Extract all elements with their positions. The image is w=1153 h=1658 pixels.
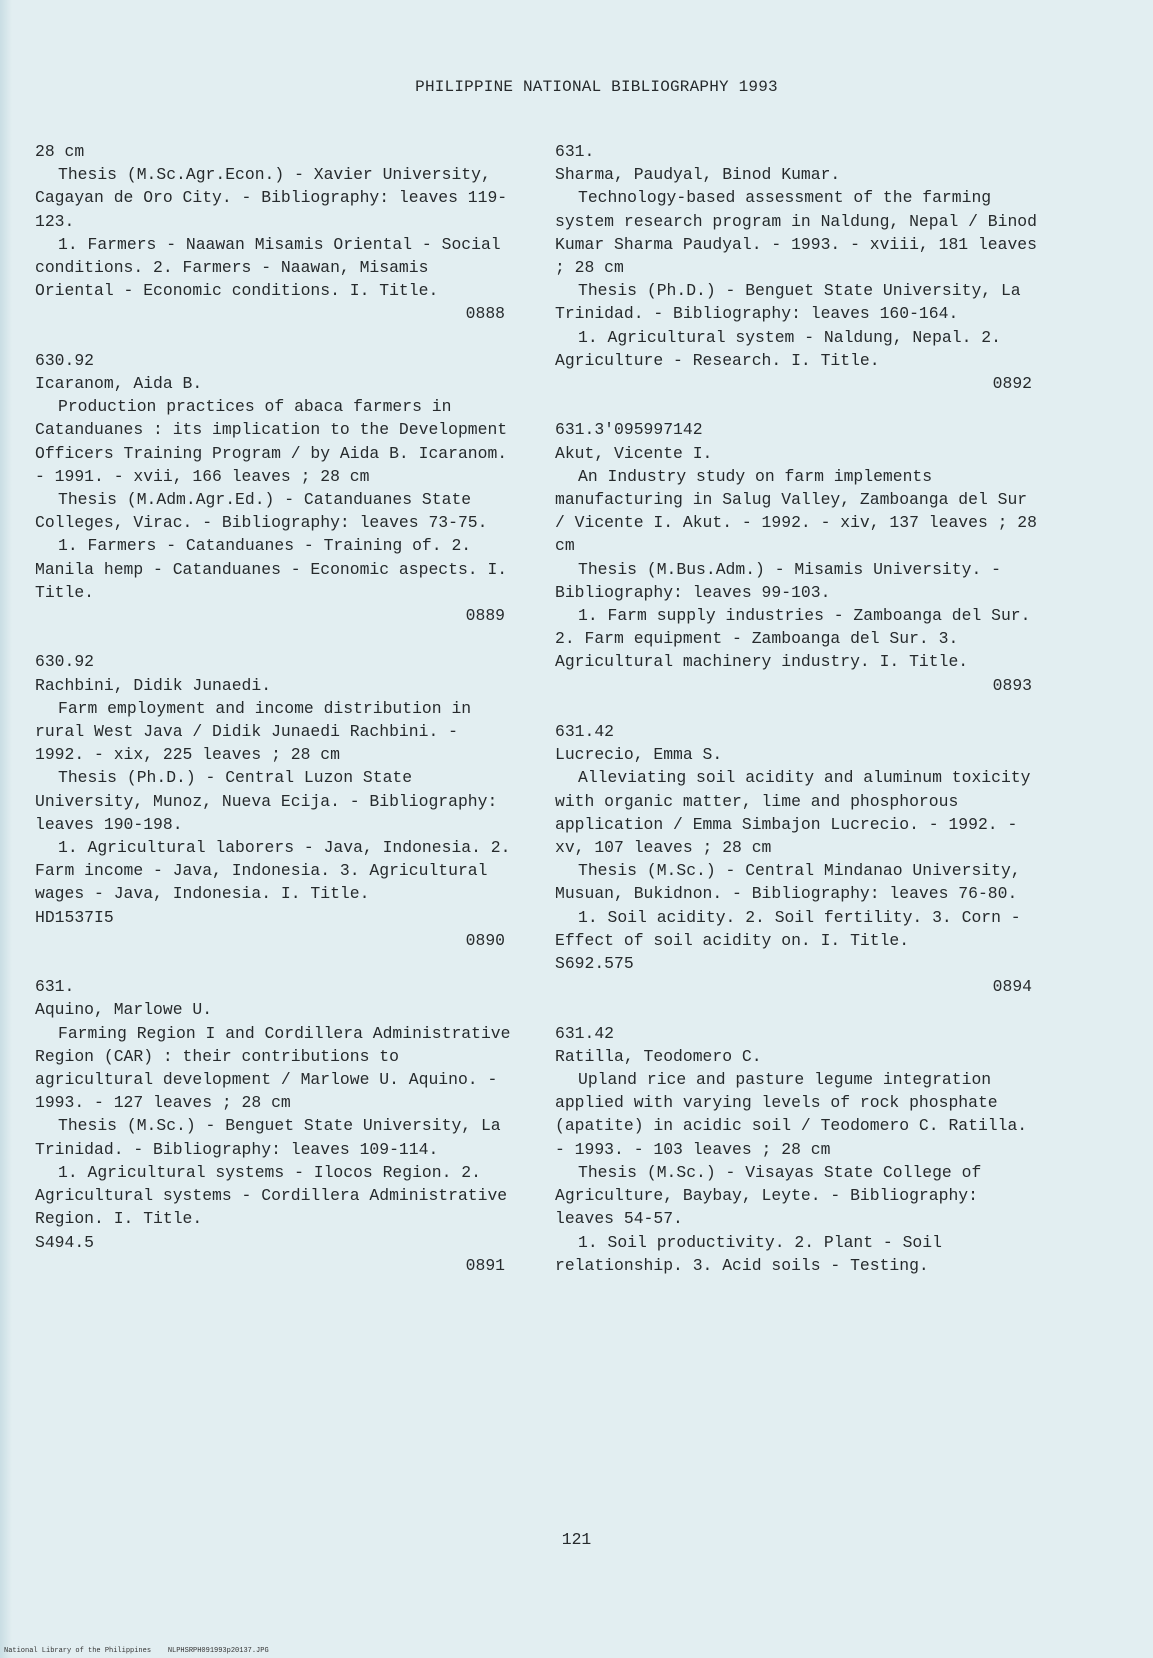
entry-subjects: 1. Soil acidity. 2. Soil fertility. 3. Corn - Effect of soil acidity on. I. Title. xyxy=(555,907,1021,950)
entry-title: Alleviating soil acidity and aluminum toxicity with organic matter, lime and phosphorous application / Emma Simbajon Lucrecio. - 1992. - xv, 107 leaves ; 28 cm xyxy=(555,768,1031,858)
entry-call-number: 631. xyxy=(35,977,75,997)
entry-call-number: 631.42 xyxy=(555,722,615,742)
bibliography-entry xyxy=(35,650,513,952)
entry-lc-class: S692.575 xyxy=(555,954,634,974)
entry-call-number: 631.3'095997142 xyxy=(555,420,703,440)
entry-title: Upland rice and pasture legume integration applied with varying levels of rock phosphate (apatite) in acidic soil / Teodomero C. Ratilla. - 1993. - 103 leaves ; 28 cm xyxy=(555,1070,1028,1159)
entry-title: Technology-based assessment of the farming system research program in Naldung, Nepal / Binod Kumar Sharma Paudyal. - 1993. - xviii, 181 leaves ; 28 cm xyxy=(555,188,1037,278)
page-number: 121 xyxy=(561,1530,592,1549)
entry-number: 0893 xyxy=(992,675,1032,695)
entry-number: 0894 xyxy=(992,977,1032,997)
entry-call-number: 631. xyxy=(555,142,595,161)
entry-number: 0889 xyxy=(465,606,505,626)
entry-thesis-note: Thesis (M.Sc.) - Central Mindanao University, Musuan, Bukidnon. - Bibliography: leaves 76-80. xyxy=(555,861,1021,904)
continued-entry xyxy=(35,140,513,326)
bibliography-entry xyxy=(555,720,1040,998)
entry-subjects: 1. Farmers - Naawan Misamis Oriental - Social conditions. 2. Farmers - Naawan, Misamis Oriental - Economic conditions. I. Title. xyxy=(35,234,501,301)
entry-thesis-note: Thesis (M.Sc.Agr.Econ.) - Xavier University, Cagayan de Oro City. - Bibliography: leaves 119-123. xyxy=(35,165,508,231)
bibliography-entry xyxy=(35,349,513,627)
page-edge-shadow xyxy=(0,0,12,1658)
left-column xyxy=(35,140,513,1277)
entry-thesis-note: Thesis (M.Bus.Adm.) - Misamis University. - Bibliography: leaves 99-103. xyxy=(555,559,1001,602)
entry-number: 0890 xyxy=(465,930,505,950)
entry-physical: 28 cm xyxy=(35,142,85,161)
entry-subjects: 1. Agricultural laborers - Java, Indonesia. 2. Farm income - Java, Indonesia. 3. Agricultural wages - Java, Indonesia. I. Title. xyxy=(35,838,511,904)
entry-call-number: 630.92 xyxy=(35,652,95,672)
entry-thesis-note: Thesis (Ph.D.) - Benguet State University, La Trinidad. - Bibliography: leaves 160-164. xyxy=(555,281,1021,324)
entry-lc-class: HD1537I5 xyxy=(35,907,114,927)
entry-author: Ratilla, Teodomero C. xyxy=(555,1046,762,1066)
bibliography-entry xyxy=(555,140,1040,395)
entry-lc-class: S494.5 xyxy=(35,1232,95,1252)
entry-number: 0888 xyxy=(465,304,505,324)
entry-title: An Industry study on farm implements manufacturing in Salug Valley, Zamboanga del Sur / Vicente I. Akut. - 1992. - xiv, 137 leaves ; 28 cm xyxy=(555,466,1037,556)
entry-title: Production practices of abaca farmers in Catanduanes : its implication to the Development Officers Training Program / by Aida B. Icaranom. - 1991. - xvii, 166 leaves ; 28 cm xyxy=(35,397,508,486)
entry-call-number: 631.42 xyxy=(555,1023,615,1043)
entry-number: 0891 xyxy=(465,1255,505,1275)
bibliography-entry xyxy=(555,418,1040,696)
entry-thesis-note: Thesis (M.Sc.) - Benguet State University, La Trinidad. - Bibliography: leaves 109-114. xyxy=(35,1116,501,1159)
entry-subjects: 1. Farm supply industries - Zamboanga del Sur. 2. Farm equipment - Zamboanga del Sur. 3. Agricultural machinery industry. I. Title. xyxy=(555,606,1031,672)
scan-footer: National Library of the Philippines NLPHSRPH091993p20137.JPG xyxy=(4,1647,269,1655)
entry-thesis-note: Thesis (M.Adm.Agr.Ed.) - Catanduanes State Colleges, Virac. - Bibliography: leaves 73-75. xyxy=(35,490,488,533)
entry-author: Sharma, Paudyal, Binod Kumar. xyxy=(555,165,841,185)
entry-subjects: 1. Farmers - Catanduanes - Training of. 2. Manila hemp - Catanduanes - Economic aspects. I. Title. xyxy=(35,536,508,602)
entry-number: 0892 xyxy=(992,374,1032,394)
page-header: PHILIPPINE NATIONAL BIBLIOGRAPHY 1993 xyxy=(415,78,778,96)
entry-title: Farm employment and income distribution in rural West Java / Didik Junaedi Rachbini. - 1992. - xix, 225 leaves ; 28 cm xyxy=(35,698,472,765)
entry-subjects: 1. Agricultural systems - Ilocos Region. 2. Agricultural systems - Cordillera Administrative Region. I. Title. xyxy=(35,1162,508,1229)
entry-author: Lucrecio, Emma S. xyxy=(555,745,723,765)
entry-thesis-note: Thesis (Ph.D.) - Central Luzon State University, Munoz, Nueva Ecija. - Bibliography: leaves 190-198. xyxy=(35,768,498,834)
entry-author: Aquino, Marlowe U. xyxy=(35,1000,213,1020)
entry-thesis-note: Thesis (M.Sc.) - Visayas State College of Agriculture, Baybay, Leyte. - Bibliography: leaves 54-57. xyxy=(555,1162,982,1229)
entry-author: Akut, Vicente I. xyxy=(555,443,713,463)
entry-author: Icaranom, Aida B. xyxy=(35,374,203,394)
entry-subjects: 1. Soil productivity. 2. Plant - Soil relationship. 3. Acid soils - Testing. xyxy=(555,1232,942,1275)
entry-author: Rachbini, Didik Junaedi. xyxy=(35,675,272,695)
right-column xyxy=(555,140,1040,1277)
entry-subjects: 1. Agricultural system - Naldung, Nepal. 2. Agriculture - Research. I. Title. xyxy=(555,327,1001,370)
bibliography-entry xyxy=(555,1022,1040,1277)
entry-call-number: 630.92 xyxy=(35,350,95,370)
entry-title: Farming Region I and Cordillera Administrative Region (CAR) : their contributions to agricultural development / Marlowe U. Aquino. - 1993. - 127 leaves ; 28 cm xyxy=(35,1023,511,1113)
bibliography-entry xyxy=(35,975,513,1277)
